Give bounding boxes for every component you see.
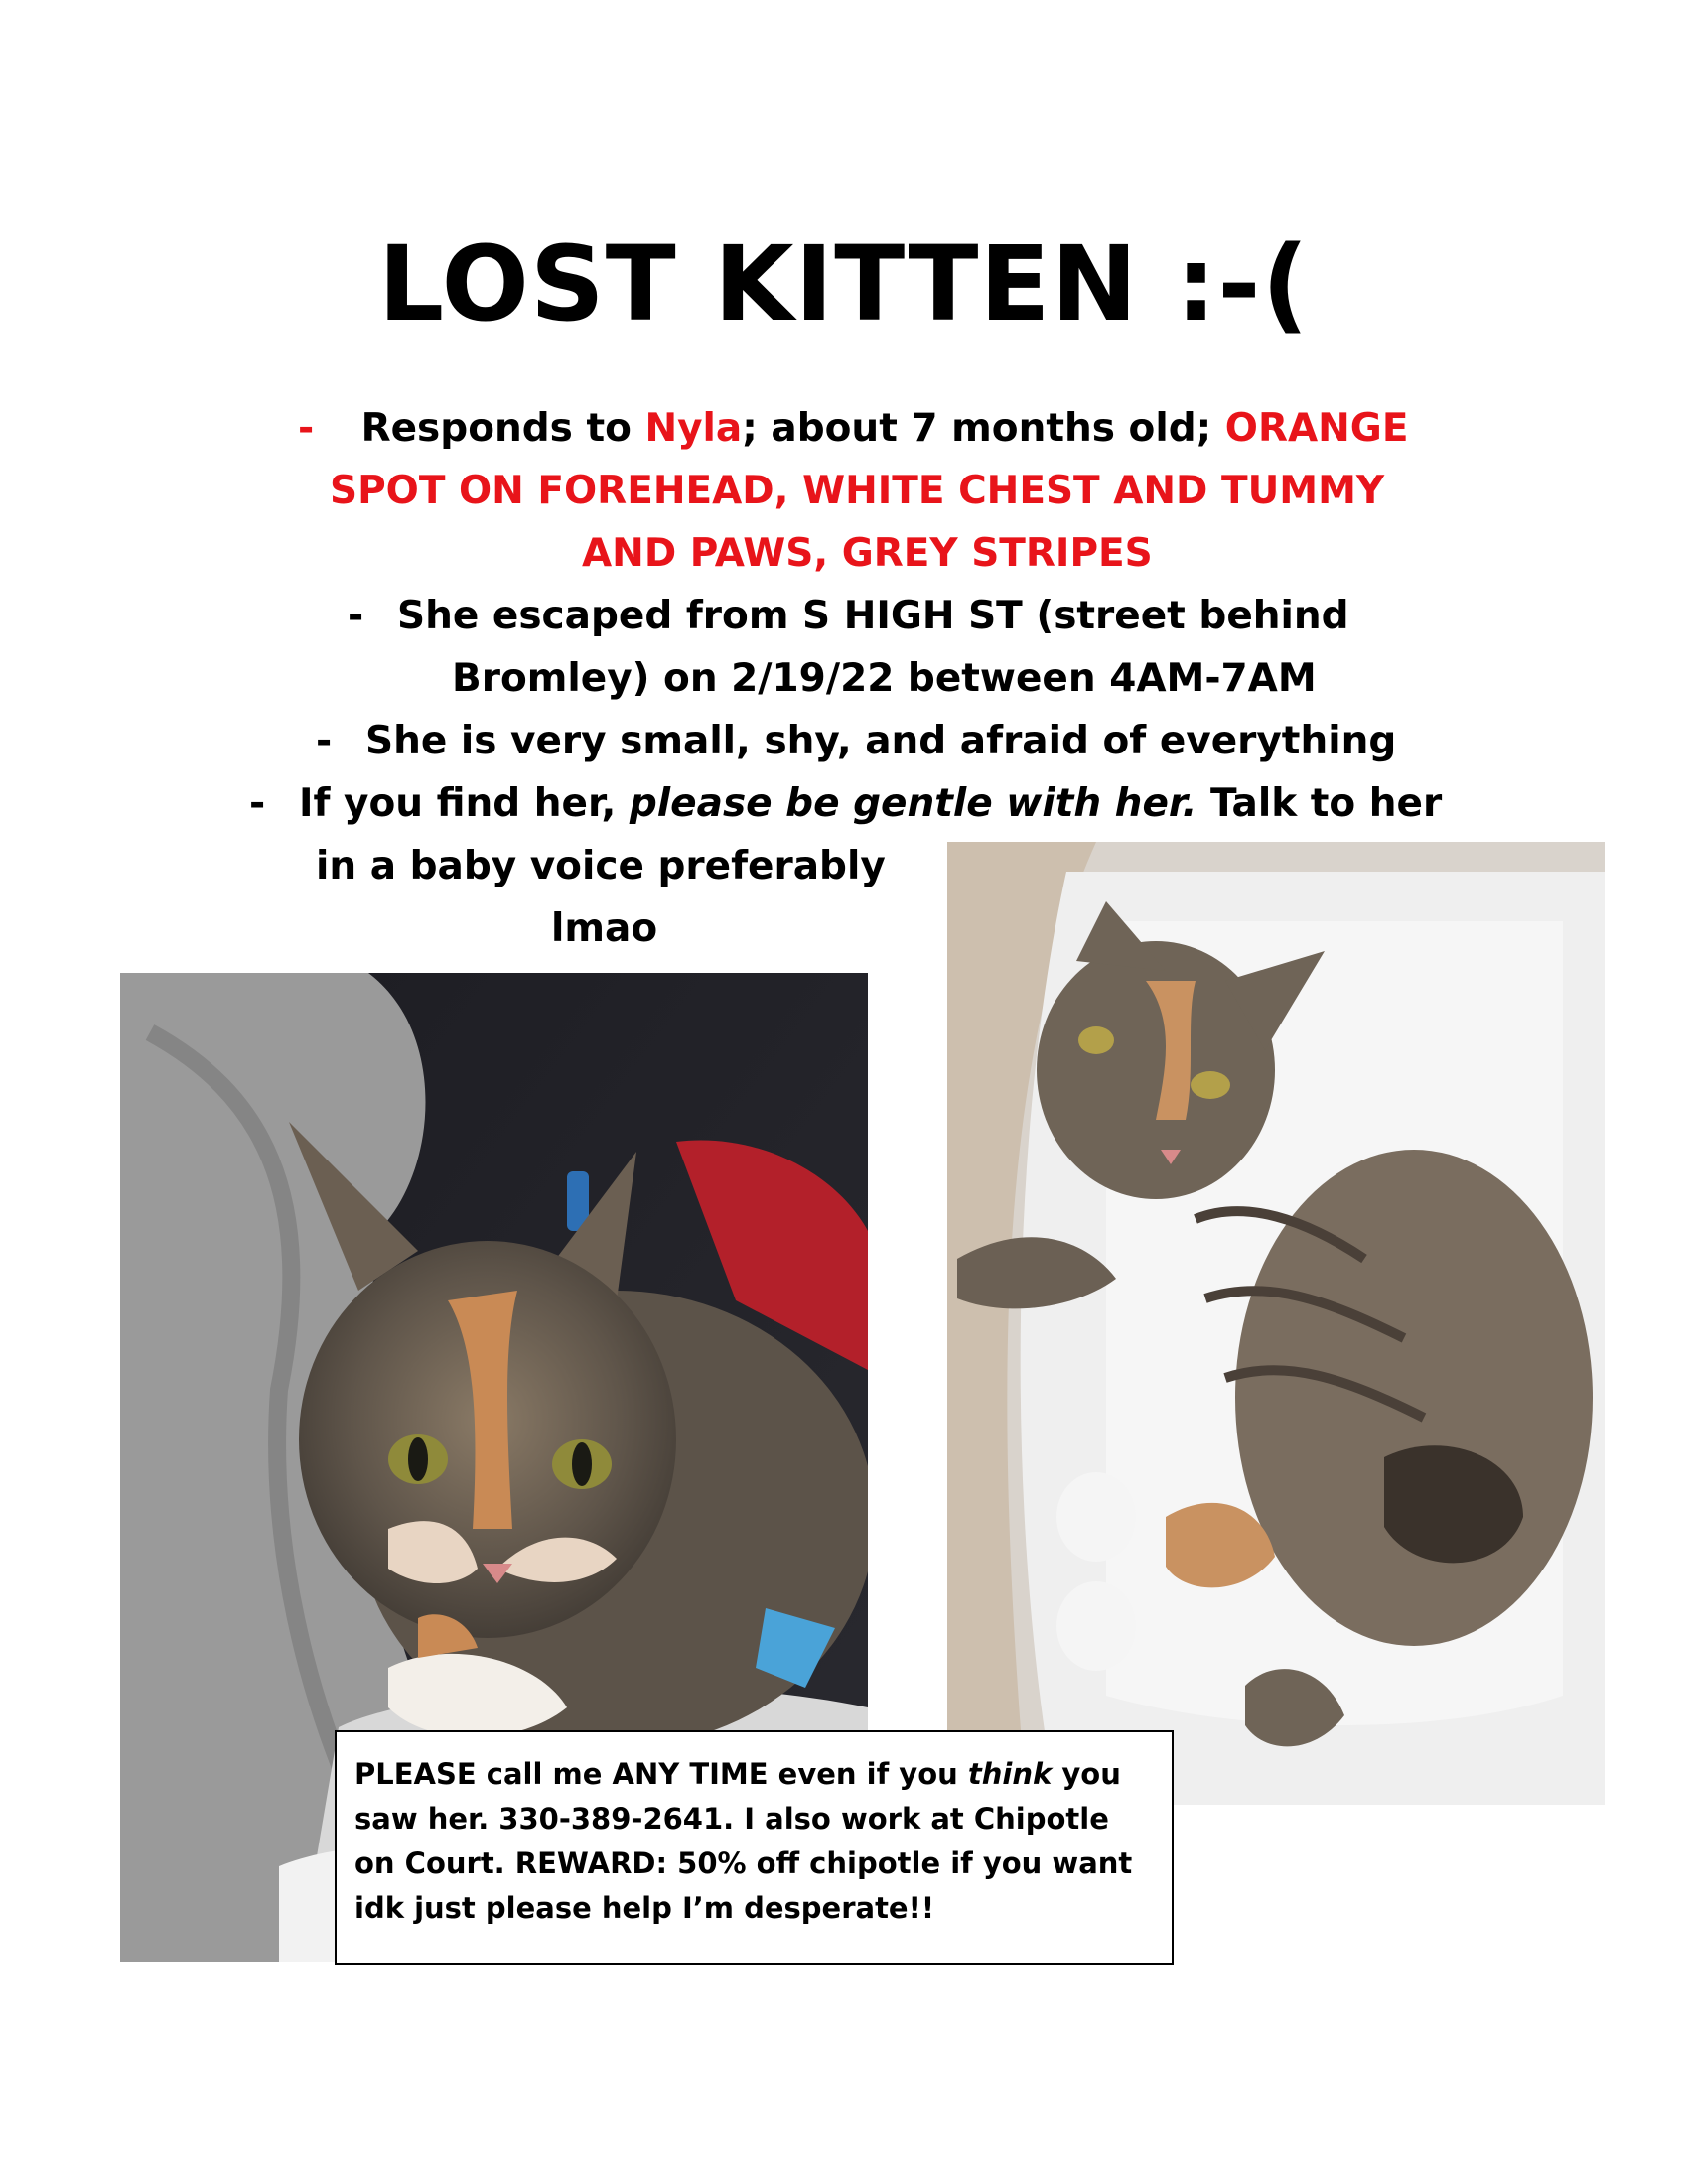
contact-text: even if you [768,1757,968,1791]
bullet-2-line-1 [348,585,1349,647]
bullet-1-line-3: AND PAWS, GREY STRIPES [582,531,1153,576]
bullet-marker: - [348,594,364,638]
bullet-3-line-1 [316,710,1396,772]
bullet-marker: - [249,781,266,826]
contact-box [335,1730,1174,1965]
bullet-2-line-2: Bromley) on 2/19/22 between 4AM-7AM [452,656,1317,701]
bullet-1-desc: ORANGE [1224,406,1409,451]
contact-text: call me [476,1757,613,1791]
kitten-photo-right [947,842,1605,1805]
contact-line-1 [354,1752,1154,1797]
bullet-4-line-1 [249,772,1442,835]
kitten-name: Nyla [644,406,743,451]
bullet-4-italic: please be gentle with her. [629,781,1197,826]
contact-line-3: on Court. REWARD: 50% off chipotle if you want [354,1846,1133,1880]
bullet-4-text: If you find her, [299,781,630,826]
bullet-4-line-2: in a baby voice preferably [316,844,886,888]
bullet-1-line-2: SPOT ON FOREHEAD, WHITE CHEST AND TUMMY [330,469,1385,513]
contact-any-time: ANY TIME [612,1757,769,1791]
bullet-1-line-1 [298,397,1408,460]
contact-line-2: saw her. 330-389-2641. I also work at Chipotle [354,1802,1109,1836]
kitten-photo-right-image [947,842,1605,1805]
bullet-3-text: She is very small, shy, and afraid of everything [365,719,1397,763]
bullet-marker: - [316,719,333,763]
contact-line-4: idk just please help I’m desperate!! [354,1891,935,1925]
contact-please: PLEASE [354,1757,477,1791]
bullet-2-text: She escaped from S HIGH ST (street behind [397,594,1349,638]
bullet-marker: - [298,406,315,451]
bullet-4-rest: Talk to her [1196,781,1443,826]
flyer-title: LOST KITTEN :-( [377,223,1311,344]
contact-text: you [1052,1757,1121,1791]
bullet-1-text: Responds to [360,406,645,451]
bullet-4-line-3: lmao [551,906,658,951]
contact-think: think [967,1757,1053,1791]
bullet-1-age: ; about 7 months old; [742,406,1225,451]
